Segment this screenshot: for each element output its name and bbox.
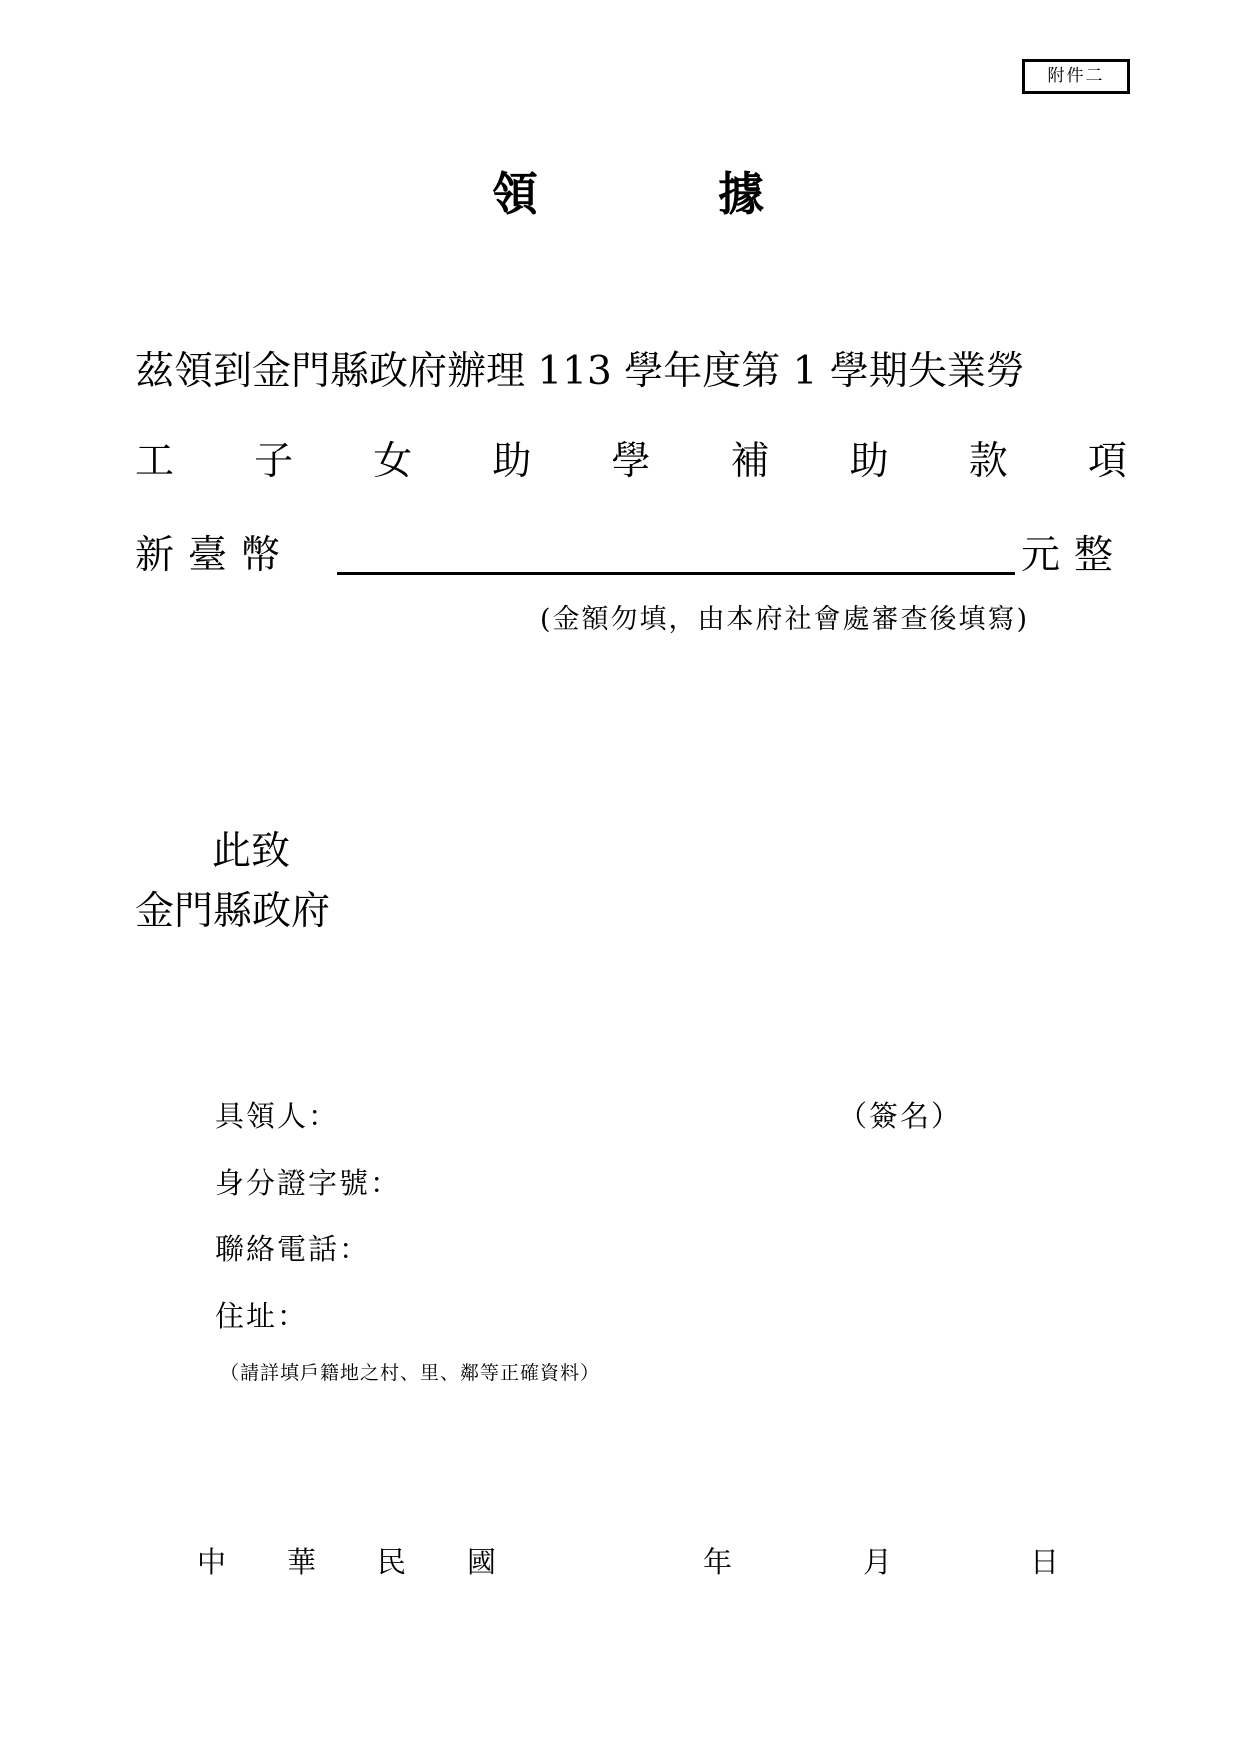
address-note: （請詳填戶籍地之村、里、鄰等正確資料） — [220, 1362, 601, 1384]
date-day: 日 — [1030, 1545, 1060, 1579]
phone-label: 聯絡電話： — [215, 1232, 371, 1266]
statement-char: 助 — [492, 439, 532, 484]
statement-char: 子 — [254, 439, 294, 484]
amount-blank-line[interactable] — [337, 572, 1015, 575]
statement-char: 學 — [611, 439, 651, 484]
statement-char: 補 — [730, 439, 770, 484]
title-char-2: 據 — [718, 167, 764, 221]
statement-char: 助 — [849, 439, 889, 484]
recipient-label: 具領人： — [215, 1099, 340, 1133]
signature-note: （簽名） — [838, 1099, 963, 1133]
date-year: 年 — [703, 1545, 733, 1579]
salute: 此致 — [212, 829, 291, 874]
date-month: 月 — [863, 1545, 893, 1579]
currency-prefix: 新臺幣 — [135, 533, 295, 578]
currency-suffix: 元整 — [1020, 533, 1127, 578]
date-era-char: 中 — [197, 1545, 227, 1579]
recipient-name: 金門縣政府 — [135, 889, 331, 934]
date-era-char: 國 — [467, 1545, 497, 1579]
statement-char: 工 — [135, 439, 175, 484]
attachment-label: 附件二 — [1022, 59, 1130, 94]
amount-row — [135, 526, 1127, 586]
statement-line-1: 茲領到金門縣政府辦理 113 學年度第 1 學期失業勞 — [135, 349, 1025, 394]
statement-char: 項 — [1087, 439, 1127, 484]
statement-char: 女 — [373, 439, 413, 484]
date-era-char: 華 — [287, 1545, 317, 1579]
title-char-1: 領 — [492, 167, 538, 221]
address-label: 住址： — [215, 1299, 309, 1333]
statement-char: 款 — [968, 439, 1008, 484]
id-number-label: 身分證字號： — [215, 1166, 402, 1200]
amount-note: (金額勿填，由本府社會處審查後填寫) — [540, 604, 1030, 635]
statement-line-2 — [135, 432, 1127, 492]
date-era-char: 民 — [377, 1545, 407, 1579]
